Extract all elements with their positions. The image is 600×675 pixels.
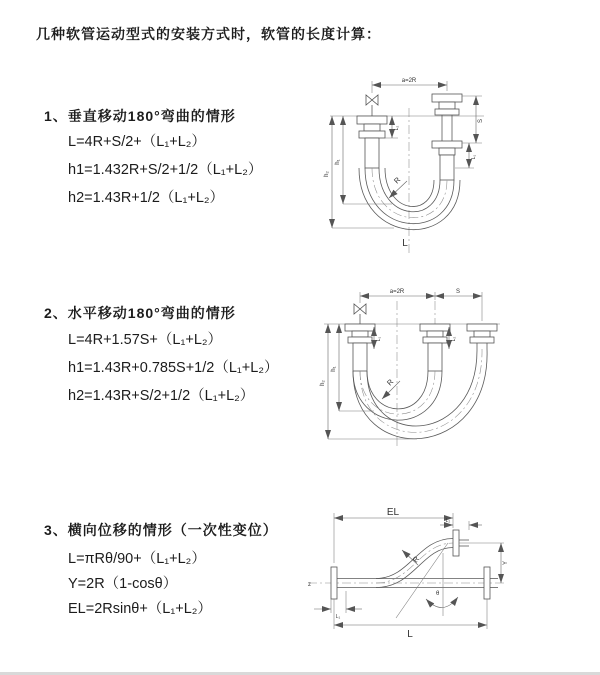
dim-a2r-label: a=2R: [401, 78, 417, 84]
dim-el-label: EL: [386, 507, 400, 518]
section-2-formulas: [68, 326, 278, 410]
dimension-a2r: [360, 289, 435, 303]
formula-h2: h2=1.43R+1/2（L₁+L₂）: [68, 190, 225, 206]
dim-l1-label: L₁: [335, 614, 341, 620]
braided-hose-section: [428, 343, 442, 371]
diagram-horizontal-180-bend: [312, 283, 537, 458]
dim-h2-label: h₂: [320, 380, 326, 386]
section-1-formulas: [68, 128, 262, 212]
section-3-formulas: [68, 547, 212, 622]
page-title: 几种软管运动型式的安装方式时，软管的长度计算：: [36, 26, 381, 42]
radius-label: R: [385, 377, 396, 388]
formula-l: L=4R+S/2+（L₁+L₂）: [68, 134, 206, 150]
valve-icon: [354, 304, 366, 324]
formula-h1: h1=1.432R+S/2+1/2（L₁+L₂）: [68, 162, 263, 178]
dimension-s: [462, 96, 484, 143]
dimension-l: [334, 599, 487, 640]
braided-hose-section: [440, 155, 454, 180]
formula-el: EL=2Rsinθ+（L₁+L₂）: [68, 601, 212, 617]
dim-l1-label: L₁: [471, 154, 477, 160]
radius-callout: [389, 175, 407, 198]
flange-middle-stack: [420, 324, 450, 371]
theta-label: θ: [436, 591, 440, 597]
formula-l: L=πRθ/90+（L₁+L₂）: [68, 551, 206, 567]
dim-l2-label: L₂: [445, 518, 451, 524]
radius-callout: [402, 550, 421, 565]
dimension-s: [435, 289, 482, 321]
dimension-a2r: [372, 78, 447, 93]
flange-left: [331, 567, 337, 599]
dim-h2-label: h₂: [324, 171, 330, 177]
braided-hose-section: [365, 138, 379, 168]
formula-y: Y=2R（1-cosθ）: [68, 576, 178, 592]
radius-callout: [382, 377, 400, 399]
dim-l-label: L: [407, 629, 413, 640]
dimension-l1-lower-left: [314, 591, 362, 620]
radius-label: R: [410, 554, 422, 565]
dim-l2-label: L₂: [451, 336, 457, 342]
dim-l1-label: L₁: [376, 336, 382, 342]
diagram-lateral-displacement: [298, 503, 570, 641]
dim-h1-label: h₁: [331, 366, 337, 372]
section-1-heading: 1、垂直移动180°弯曲的情形: [44, 108, 236, 124]
axis-mark-label: z: [308, 582, 311, 588]
flange-left-stack: [345, 324, 375, 371]
section-2-heading: 2、水平移动180°弯曲的情形: [44, 305, 236, 321]
formula-l: L=4R+1.57S+（L₁+L₂）: [68, 332, 223, 348]
flange-right-stack: [432, 94, 462, 180]
dim-l2-label: L₂: [394, 125, 400, 131]
formula-h2: h2=1.43R+S/2+1/2（L₁+L₂）: [68, 388, 255, 404]
diagram-vertical-180-bend: [312, 68, 537, 258]
dimension-el: [334, 507, 453, 563]
flange-left-stack: [357, 116, 387, 168]
formula-h1: h1=1.43R+0.785S+1/2（L₁+L₂）: [68, 360, 279, 376]
radius-label: R: [392, 175, 403, 186]
flange-right-stack: [467, 324, 497, 349]
angle-construction: [396, 543, 458, 618]
dim-s-label: S: [455, 289, 461, 295]
section-3-heading: 3、横向位移的情形（一次性变位）: [44, 522, 278, 538]
hose-u-bend-position-1: [353, 371, 442, 420]
dim-a2r-label: a=2R: [389, 289, 405, 295]
valve-icon: [366, 95, 378, 116]
braided-hose-section: [353, 343, 367, 371]
dim-y-label: Y: [503, 560, 509, 566]
dim-h1-label: h₁: [335, 159, 341, 165]
length-label: L: [402, 238, 408, 249]
dimension-l2-upper: [440, 518, 482, 530]
dim-s-label: S: [478, 118, 484, 124]
